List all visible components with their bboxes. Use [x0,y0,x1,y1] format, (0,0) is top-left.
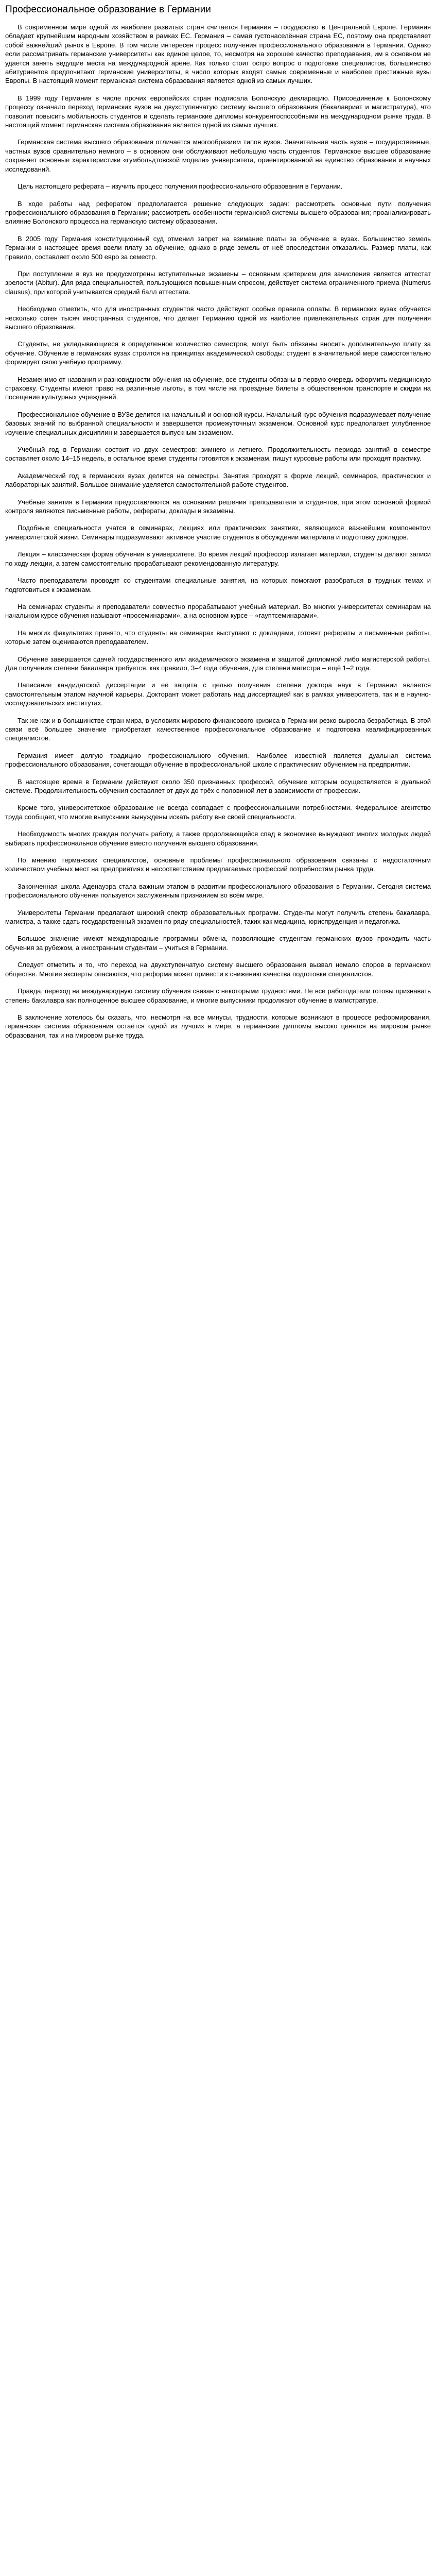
paragraph: Профессиональное обучение в ВУЗе делится на начальный и основной курсы. Начальный курс обучения подразумевает получение базовых знаний по выбранной специальности и завершается промежуточным экзаменом. Основной курс предполагает углубленное изучение специальных дисциплин и завершается выпускным экзаменом. [5,410,431,436]
paragraph: Написание кандидатской диссертации и её защита с целью получения степени доктора наук в Германии является самостоятельным этапом научной карьеры. Докторант может работать над диссертацией как в рамках университета, так и в научно-исследовательских институтах. [5,681,431,707]
paragraph: В современном мире одной из наиболее развитых стран считается Германия – государство в Центральной Европе. Германия обладает крупнейшим народным хозяйством в рамках ЕС. Германия – самая густонаселённая страна ЕС, поэтому она представляет собой важнейший рынок в Европе. В том числе интересен процесс получения профессионального образования в Германии. Однако если рассматривать германские университеты как единое целое, то, несмотря на хорошее качество преподавания, им в основном не удается занять ведущие места на международной арене. Как только стоит остро вопрос о подготовке специалистов, большинство абитуриентов предпочитают германские университеты, в число которых входят самые современные и наиболее престижные вузы Европы. В настоящий момент германская система образования является одной из самых лучших. [5,23,431,85]
document-body [5,23,431,1048]
paragraph: Следует отметить и то, что переход на двухступенчатую систему высшего образования вызвал немало споров в германском обществе. Многие эксперты опасаются, что реформа может привести к снижению качества подготовки специалистов. [5,961,431,978]
paragraph: В настоящее время в Германии действуют около 350 признанных профессий, обучение которым осуществляется в дуальной системе. Продолжительность обучения составляет от двух до трёх с половиной лет в зависимости от профессии. [5,777,431,794]
document [0,0,436,1058]
paragraph: Учебный год в Германии состоит из двух семестров: зимнего и летнего. Продолжительность периода занятий в семестре составляет около 14–15 недель, в остальное время студенты готовятся к экзаменам, пишут курсовые работы или проходят практику. [5,446,431,463]
paragraph: Лекция – классическая форма обучения в университете. Во время лекций профессор излагает материал, студенты делают записи по ходу лекции, а затем самостоятельно прорабатывают рекомендованную литературу. [5,550,431,567]
paragraph: Цель настоящего реферата – изучить процесс получения профессионального образования в Германии. [18,182,343,191]
paragraph: Германия имеет долгую традицию профессионального обучения. Наиболее известной является дуальная система профессионального образования, сочетающая обучение в профессиональной школе с практическим обучением на предприятии. [5,751,431,769]
paragraph: Академический год в германских вузах делится на семестры. Занятия проходят в форме лекций, семинаров, практических и лабораторных занятий. Большое внимание уделяется самостоятельной работе студентов. [5,471,431,489]
paragraph: Часто преподаватели проводят со студентами специальные занятия, на которых помогают разобраться в трудных темах и подготовиться к экзаменам. [5,577,431,594]
paragraph: Законченная школа Аденауэра стала важным этапом в развитии профессионального образования в Германии. Сегодня система профессионального обучения пользуется заслуженным признанием во всём мире. [5,882,431,900]
paragraph: Необходимо отметить, что для иностранных студентов часто действуют особые правила оплаты. В германских вузах обучается несколько сотен тысяч иностранных студентов, что делает Германию одной из наиболее привлекательных стран для получения высшего образования. [5,305,431,331]
paragraph: По мнению германских специалистов, основные проблемы профессионального образования связаны с недостаточным количеством учебных мест на предприятиях и несоответствием предлагаемых профессий потребностям рынка труда. [5,856,431,873]
paragraph: Незаменимо от названия и разновидности обучения на обучение, все студенты обязаны в первую очередь оформить медицинскую страховку. Студенты имеют право на различные льготы, в том числе на проездные билеты в общественном транспорте и скидки на посещение культурных учреждений. [5,375,431,401]
paragraph: В заключение хотелось бы сказать, что, несмотря на все минусы, трудности, которые возникают в процессе реформирования, германская система образования остаётся одной из лучших в мире, а германские дипломы высоко ценятся на мировом рынке образования, так и на мировом рынке труда. [5,1013,431,1039]
paragraph: На семинарах студенты и преподаватели совместно прорабатывают учебный материал. Во многих университетах семинарам на начальном курсе обучения называют «просеминарами», а на основном курсе – «гауптсеминарами». [5,602,431,620]
paragraph: В 1999 году Германия в числе прочих европейских стран подписала Болонскую декларацию. Присоединение к Болонскому процессу означало переход германских вузов на двухступенчатую систему высшего образования (бакалавриат и магистратура), что позволит повысить мобильность студентов и сделать германские дипломы конкурентоспособными на международном рынке труда. В настоящий момент германская система образования является одной из самых лучших. [5,94,431,129]
paragraph: Так же как и в большинстве стран мира, в условиях мирового финансового кризиса в Германии резко выросла безработица. В этой связи всё большее значение приобретает качественное профессиональное образование и подготовка квалифицированных специалистов. [5,716,431,742]
paragraph: Кроме того, университетское образование не всегда совпадает с профессиональными потребностями. Федеральное агентство труда сообщает, что многие выпускники вынуждены искать работу вне своей специальности. [5,804,431,821]
paragraph: Университеты Германии предлагают широкий спектр образовательных программ. Студенты могут получить степень бакалавра, магистра, а также сдать государственный экзамен по ряду специальностей, таких как медицина, юриспруденция и педагогика. [5,908,431,926]
paragraph: Большое значение имеют международные программы обмена, позволяющие студентам германских вузов проходить часть обучения за рубежом, а иностранным студентам – учиться в Германии. [5,935,431,952]
paragraph: Германская система высшего образования отличается многообразием типов вузов. Значительная часть вузов – государственные, частных вузов сравнительно немного – в основном они обслуживают небольшую часть студентов. Германское высшее образование сохраняет основные характеристики «гумбольдтовской модели» университета, ориентированной на единство образования и научных исследований. [5,138,431,173]
page-title: Профессиональное образование в Германии [5,4,211,15]
paragraph: В ходе работы над рефератом предполагается решение следующих задач: рассмотреть основные пути получения профессионального образования в Германии; рассмотреть особенности германской системы высшего образования; проанализировать влияние Болонского процесса на германскую систему образования. [5,199,431,226]
paragraph: Обучение завершается сдачей государственного или академического экзамена и защитой дипломной либо магистерской работы. Для получения степени бакалавра требуется, как правило, 3–4 года обучения, для степени магистра – ещё 1–2 года. [5,655,431,672]
paragraph: Необходимость многих граждан получать работу, а также продолжающийся спад в экономике вынуждают многих молодых людей выбирать профессиональное обучение вместо получения высшего образования. [5,830,431,847]
paragraph: В 2005 году Германия конституционный суд отменил запрет на взимание платы за обучение в вузах. Большинство земель Германии в настоящее время ввели плату за обучение, однако в ряде земель от неё впоследствии отказались. Размер платы, как правило, составляет около 500 евро за семестр. [5,234,431,261]
paragraph: Учебные занятия в Германии предоставляются на основании решения преподавателя и студентов, при этом основной формой контроля являются письменные работы, рефераты, доклады и экзамены. [5,498,431,515]
paragraph: Подобные специальности учатся в семинарах, лекциях или практических занятиях, являющихся важнейшим компонентом университетской жизни. Семинары подразумевают активное участие студентов в обсуждении материала и подготовку докладов. [5,524,431,541]
paragraph: Студенты, не укладывающиеся в определенное количество семестров, могут быть обязаны вносить дополнительную плату за обучение. Обучение в германских вузах строится на принципах академической свободы: студент в значительной мере самостоятельно формирует свою учебную программу. [5,340,431,366]
paragraph: На многих факультетах принято, что студенты на семинарах выступают с докладами, готовят рефераты и письменные работы, которые затем оцениваются преподавателем. [5,629,431,646]
paragraph: При поступлении в вуз не предусмотрены вступительные экзамены – основным критерием для зачисления является аттестат зрелости (Abitur). Для ряда специальностей, пользующихся повышенным спросом, действует система ограниченного приема (Numerus clausus), при которой учитывается средний балл аттестата. [5,269,431,296]
paragraph: Правда, переход на международную систему обучения связан с некоторыми трудностями. Не все работодатели готовы признавать степень бакалавра как полноценное высшее образование, и многие выпускники продолжают обучение в магистратуре. [5,987,431,1004]
